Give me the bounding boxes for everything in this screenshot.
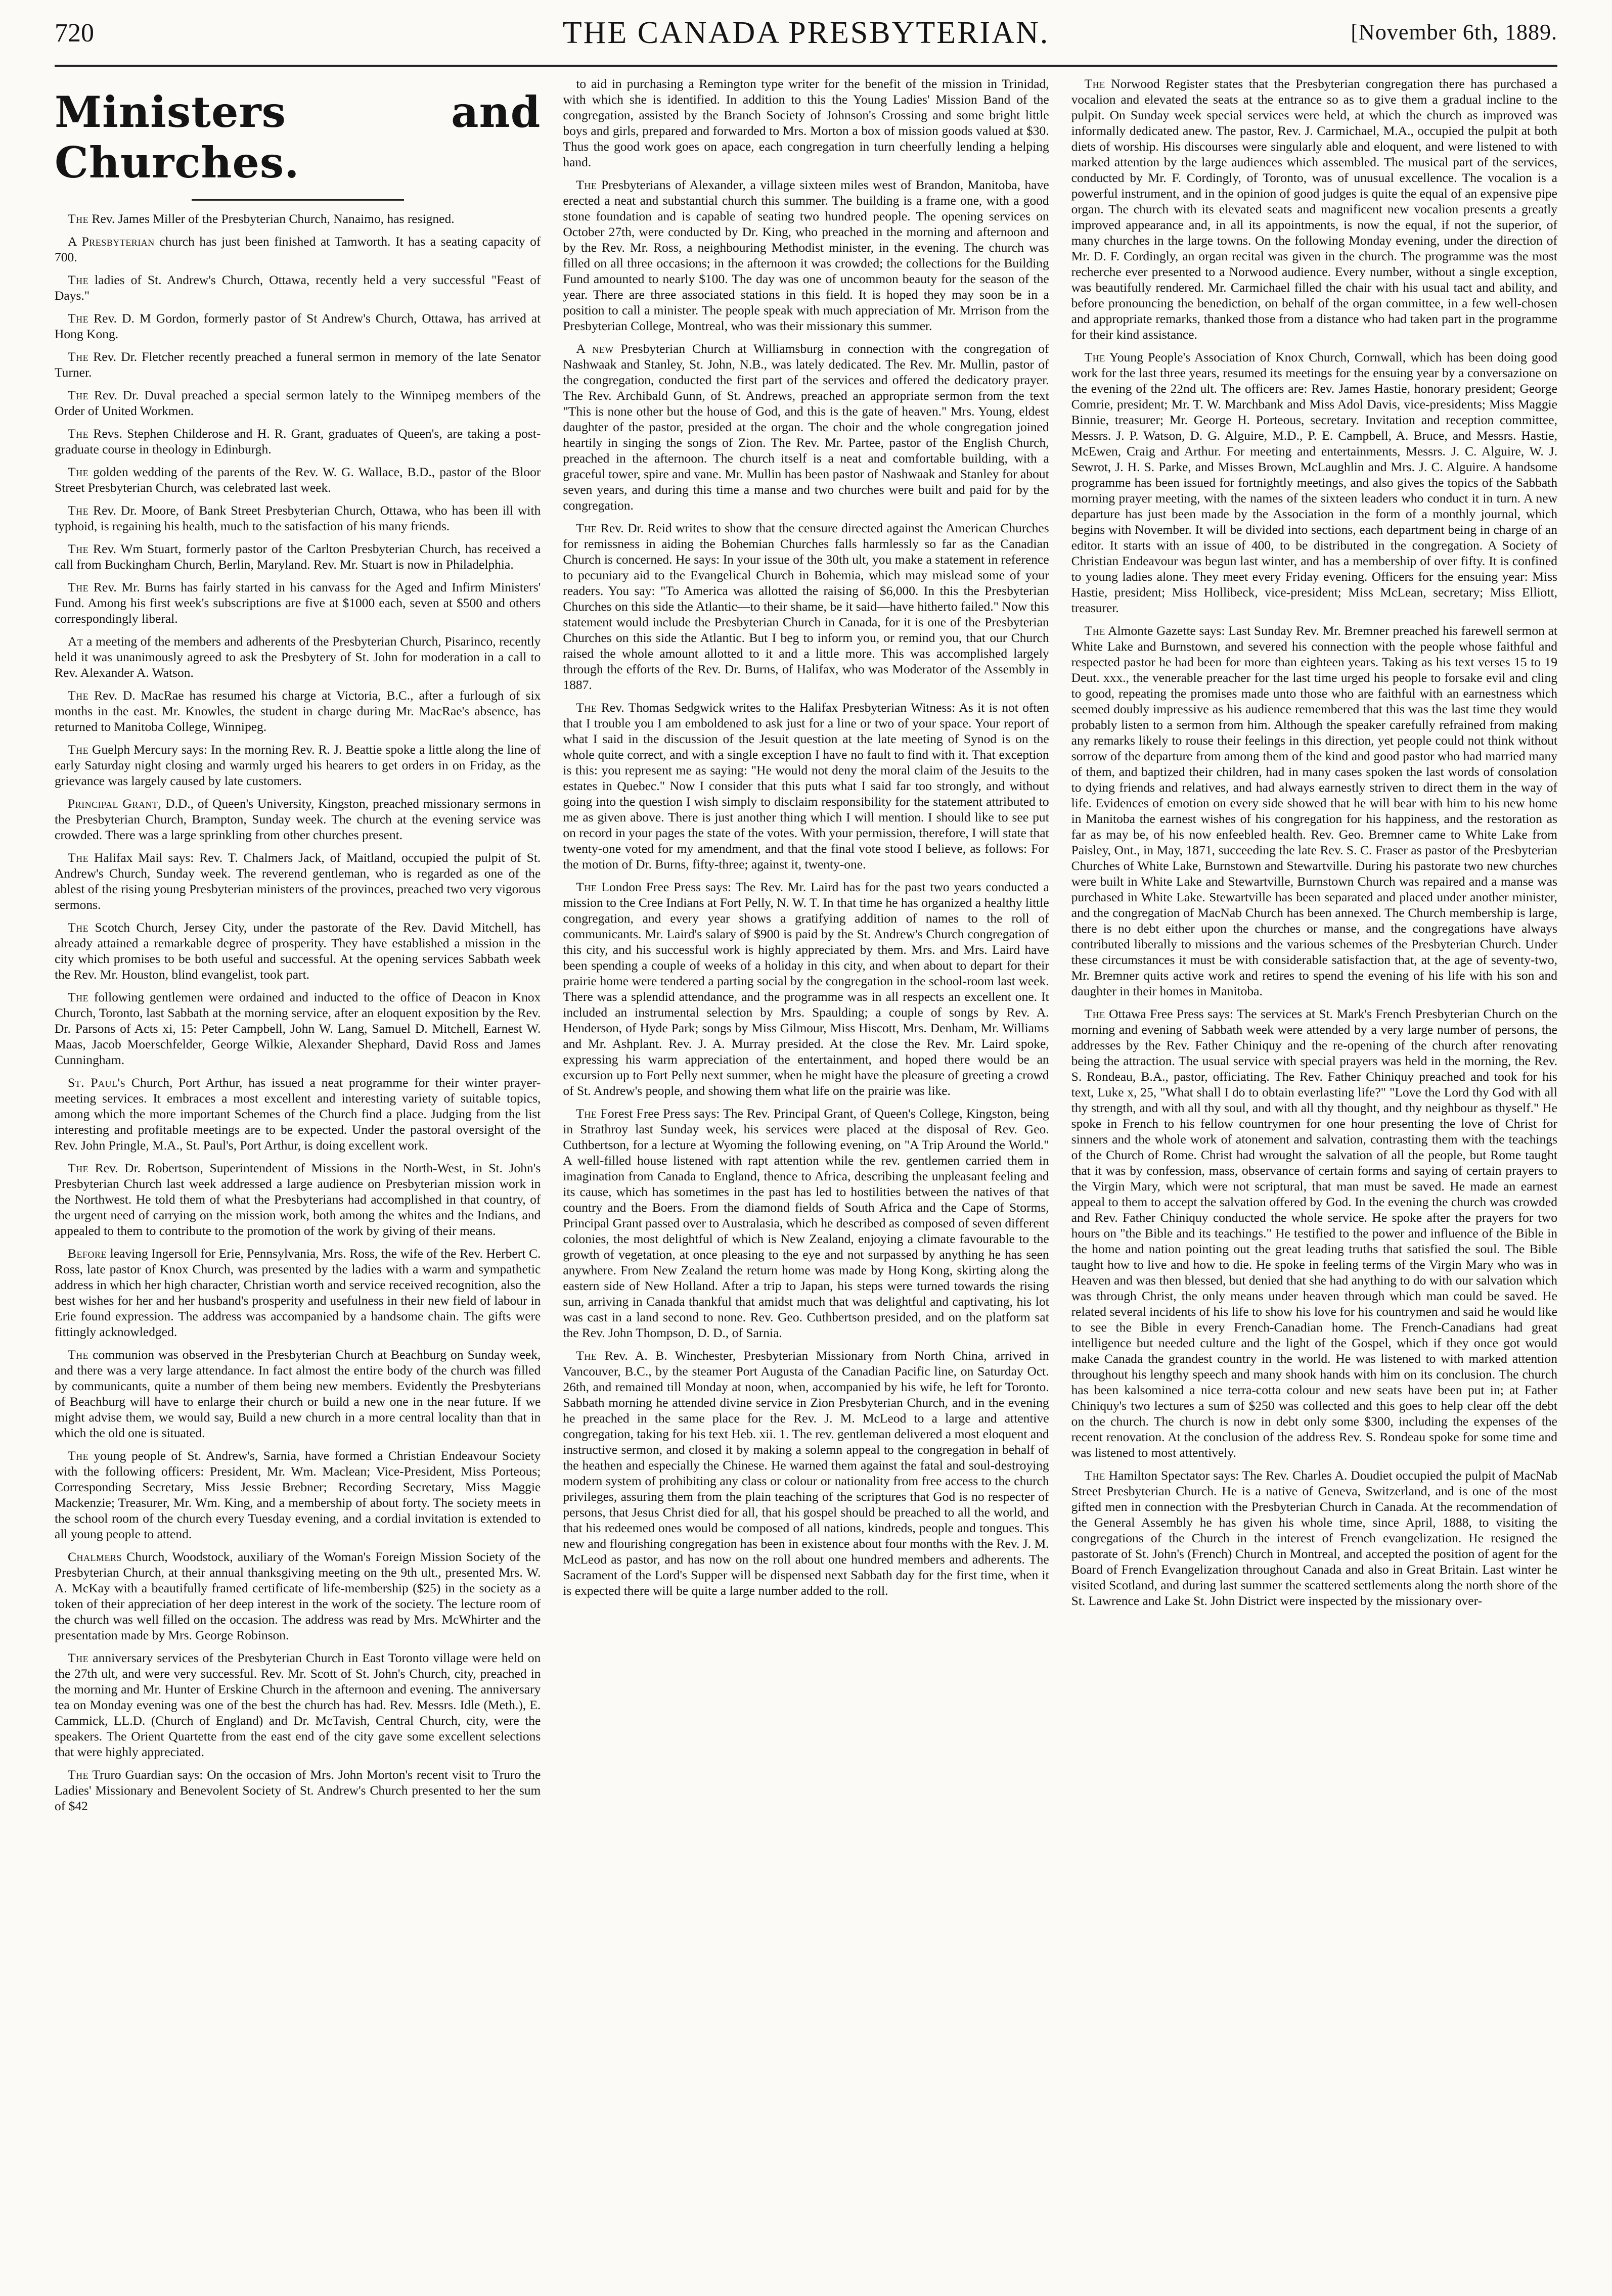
news-item-lead: The (1084, 1006, 1105, 1021)
news-item (55, 272, 541, 303)
news-item-text: D.D., of Queen's University, Kingston, preached missionary sermons in the Presbyterian Church, Brampton, Sunday week. The church at the evening service was crowded. There was a large sprinkling from other churches present. (55, 796, 541, 842)
news-item-lead: The (68, 211, 89, 226)
news-item-text: Rev. Dr. Fletcher recently preached a funeral sermon in memory of the late Senator Turner. (55, 349, 541, 380)
news-item-text: leaving Ingersoll for Erie, Pennsylvania, Mrs. Ross, the wife of the Rev. Herbert C. Ross, late pastor of Knox Church, was presented by the ladies with a warm and sympathetic address in which her high character, Christian worth and service received recognition, also the best wishes for her and her husband's prosperity and usefulness in their new field of labour in Erie found expression. The address was accompanied by a handsome chain. The gifts were fittingly acknowledged. (55, 1246, 541, 1339)
news-item (1071, 1006, 1557, 1460)
news-item-text: Rev. Dr. Duval preached a special sermon lately to the Winnipeg members of the Order of United Workmen. (55, 388, 541, 418)
news-item (55, 1075, 541, 1153)
news-item-text: Truro Guardian says: On the occasion of Mrs. John Morton's recent visit to Truro the Ladies' Missionary and Benevolent Society of St. Andrew's Church presented to her the sum of $42 (55, 1767, 541, 1813)
news-item-text: Rev. Dr. Reid writes to show that the censure directed against the American Churches for remissness in aiding the Bohemian Churches falls harmlessly so far as the Canadian Church is concerned. He says: In your issue of the 30th ult, you make a statement in reference to pecuniary aid to the Evangelical Church in Bohemia, which may mislead some of your readers. You say: "To America was allotted the raising of $6,000. In this the Presbyterian Churches on this side the Atlantic—to their shame, be it said—have hitherto failed." Now this statement would include the Presbyterian Church in Canada, for it is one of the Presbyterian Churches on this side the Atlantic. But I beg to inform you, or remind you, that our Church raised the whole amount allotted to it and a little more. This was accomplished largely through the efforts of the Rev. Dr. Burns, of Halifax, who was Moderator of the Assembly in 1887. (563, 521, 1049, 692)
news-item-text: Church, Port Arthur, has issued a neat programme for their winter prayer-meeting services. It embraces a most excellent and interesting variety of suitable topics, among which the more important Schemes of the Church find a place. Judging from the list interesting and profitable meetings are to be expected. Under the pastoral oversight of the Rev. John Pringle, M.A., St. Paul's, Port Arthur, is doing excellent work. (55, 1075, 541, 1153)
news-item (55, 349, 541, 380)
newspaper-title: THE CANADA PRESBYTERIAN. (562, 16, 1050, 50)
news-item-text: Rev. D. MacRae has resumed his charge at Victoria, B.C., after a furlough of six months in the east. Mr. Knowles, the student in charge during Mr. MacRae's absence, has returned to Manitoba College, Winnipeg. (55, 688, 541, 734)
column-1-content (55, 211, 541, 1814)
news-item-lead: The (68, 541, 89, 556)
news-item (1071, 1467, 1557, 1609)
news-item (563, 76, 1049, 170)
news-item-lead: The (1084, 623, 1105, 638)
news-item-text: Rev. Mr. Burns has fairly started in his canvass for the Aged and Infirm Ministers' Fund. Among his first week's subscriptions are five at $1000 each, seven at $500 and others correspondingly liberal. (55, 580, 541, 626)
article-columns (55, 76, 1557, 2276)
news-item (55, 387, 541, 419)
news-item-lead: The (68, 688, 89, 703)
news-item (55, 234, 541, 265)
column-2 (563, 76, 1049, 2276)
news-item-lead: The (68, 580, 89, 594)
news-item-text: Young People's Association of Knox Church, Cornwall, which has been doing good work for the last three years, resumed its meetings for the ensuing year by a conversazione on the evening of the 22nd ult. The officers are: Rev. James Hastie, honorary president; George Comrie, president; Mr. T. W. Marchbank and Miss Adol Davis, vice-presidents; Miss Maggie Binnie, treasurer; Mr. George H. Porteous, secretary. Invitation and reception committee, Messrs. J. P. Watson, D. G. Alguire, M.D., P. E. Campbell, A. Bruce, and Messrs. Hastie, McEwen, Craig and Arthur. For meeting and entertainments, Messrs. J. C. Alguire, W. J. Sewrot, J. H. S. Parke, and Misses Brown, McLaughlin and Mrs. J. C. Alguire. A handsome programme has been issued for fortnightly meetings, and also gives the topics of the Sabbath morning prayer meeting, with the names of the sixteen leaders who conduct it in turn. A new departure has just been made by the Association in the form of a monthly journal, which begins with November. It will be divided into sections, each department being in charge of an editor. It starts with an issue of 400, to be distributed in the congregation. A Society of Christian Endeavour was begun last winter, and has a membership of over fifty. It is confined to young ladies alone. They meet every Friday evening. Officers for the ensuing year: Miss Hastie, president; Miss Hollibeck, vice-president; Miss McLean, secretary; Miss Elliott, treasurer. (1071, 350, 1557, 615)
news-item-lead: The (68, 1161, 89, 1175)
news-item-lead: The (576, 177, 597, 192)
issue-date: [November 6th, 1889. (1351, 20, 1557, 44)
news-item-lead: The (1084, 350, 1105, 364)
news-item-text: Rev. D. M Gordon, formerly pastor of St Andrew's Church, Ottawa, has arrived at Hong Kong. (55, 311, 541, 341)
news-item-text: Halifax Mail says: Rev. T. Chalmers Jack, of Maitland, occupied the pulpit of St. Andrew's Church, Sunday week. The reverend gentleman, who is regarded as one of the ablest of the rising young Presbyterian ministers of the provinces, preached two very vigorous sermons. (55, 850, 541, 912)
news-item-lead: The (68, 1650, 89, 1665)
news-item-lead: Chalmers (68, 1549, 122, 1564)
news-item-lead: At (68, 634, 83, 649)
news-item (563, 177, 1049, 334)
news-item (55, 310, 541, 342)
news-item-text: Rev. Dr. Robertson, Superintendent of Missions in the North-West, in St. John's Presbyterian Church last week addressed a large audience on Presbyterian mission work in the Northwest. He told them of what the Presbyterians had accomplished in that country, of the urgent need of carrying on the mission work, both among the whites and the Indians, and appealed to them to contribute to the promotion of the work by giving of their means. (55, 1161, 541, 1238)
section-title: Ministers and Churches. (55, 87, 541, 188)
news-item-text: Scotch Church, Jersey City, under the pastorate of the Rev. David Mitchell, has already attained a remarkable degree of prosperity. They have established a mission in the city which promises to be both useful and successful. At the opening services Sabbath week the Rev. Mr. Houston, blind evangelist, took part. (55, 920, 541, 982)
news-item (563, 879, 1049, 1098)
news-item-lead: The (576, 700, 597, 715)
news-item (55, 1448, 541, 1542)
news-item (55, 1549, 541, 1643)
news-item-lead: The (68, 465, 89, 479)
news-item (563, 1348, 1049, 1598)
news-item-lead: Before (68, 1246, 107, 1261)
news-item-lead: The (68, 311, 89, 326)
news-item (55, 920, 541, 982)
news-item (563, 520, 1049, 693)
news-item-lead: The (68, 272, 89, 287)
news-item-text: Rev. Wm Stuart, formerly pastor of the Carlton Presbyterian Church, has received a call from Buckingham Church, Berlin, Maryland. Rev. Mr. Stuart is now in Philadelphia. (55, 541, 541, 572)
news-item-lead: St. Paul's (68, 1075, 126, 1090)
news-item-text: Almonte Gazette says: Last Sunday Rev. Mr. Bremner preached his farewell sermon at White Lake and Burnstown, and severed his connection with the people whose faithful and respected pastor he had been for more than eighteen years. Taking as his text verses 15 to 19 Deut. xxx., the venerable preacher for the last time urged his people to forsake evil and cling to good, repeating the promises made unto those who are faithful with an earnestness which seemed doubly impressive as his audience remembered that this was the last time they would probably listen to a sermon from him. Although the speaker carefully refrained from making any remarks likely to rouse their feelings in this direction, yet people could not think without sorrow of the departure from among them of the kind and good pastor who had married many of them, and baptized their children, had in many cases spoken the last words of consolation to dying friends and relatives, and had always earnestly striven to direct them in the way of life. Evidences of emotion on every side showed that he will bear with him to his new home in Manitoba the earnest wishes of his congregation for his happiness, and the restoration as far as may be, of his now enfeebled health. Rev. Geo. Bremner came to White Lake from Paisley, Ont., in May, 1871, succeeding the late Rev. S. C. Fraser as pastor of the Presbyterian Churches of White Lake, Burnstown and Stewartville. During his pastorate two new churches were built in White Lake and Stewartville, Burnstown Church was repaired and a manse was purchased in White Lake. Stewartville has been separated and placed under another minister, and the congregation of MacNab Church has been annexed. The Church membership is large, there is no debt either upon the churches or manse, and the congregations have always contributed liberally to missions and the various schemes of the Presbyterian Church. Under these circumstances it must be with considerable satisfaction that, at the age of seventy-two, Mr. Bremner quits active work and retires to spend the evening of his life with his son and daughter in their homes in Manitoba. (1071, 623, 1557, 998)
news-item-lead: The (68, 426, 89, 441)
news-item-text: Forest Free Press says: The Rev. Principal Grant, of Queen's College, Kingston, being in Strathroy last Sunday week, his services were placed at the disposal of Rev. Geo. Cuthbertson, for a lecture at Wyoming the following evening, on "A Trip Around the World." A well-filled house listened with rapt attention while the rev. gentlemen carried them in imagination from Canada to England, thence to Africa, describing the unpleasant feeling and its cause, which has sometimes in the past has led to hostilities between the natives of that country and the Boers. From the diamond fields of South Africa and the Cape of Storms, Principal Grant passed over to Australasia, which he described as composed of seven different colonies, the most delightful of which is New Zealand, enjoying a climate favourable to the growth of vegetation, at once pleasing to the eye and not surpassed by anything he has seen anywhere. From New Zealand the return home was made by Hong Kong, skirting along the eastern side of New Holland. After a trip to Japan, his steps were turned towards the rising sun, arriving in Canada thankful that amidst much that was delightful and captivating, his lot was cast in a land second to none. Rev. Geo. Cuthbertson presided, and on the platform sat the Rev. John Thompson, D. D., of Sarnia. (563, 1106, 1049, 1340)
news-item (55, 1160, 541, 1238)
news-item-text: London Free Press says: The Rev. Mr. Laird has for the past two years conducted a mission to the Cree Indians at Fort Pelly, N. W. T. In that time he has organized a healthy little congregation, and every year shows a gratifying addition of names to the roll of communicants. Mr. Laird's salary of $900 is paid by the St. Andrew's Church congregation of this city, and his successful work is highly appreciated by them. Mrs. and Mrs. Laird have been spending a couple of weeks of a holiday in this city, and when about to depart for their prairie home were tendered a parting social by the congregation in the school-room last week. There was a splendid attendance, and the programme was in all respects an excellent one. It included an instrumental selection by Mrs. Spaulding; a couple of songs by Rev. A. Henderson, of Hyde Park; songs by Miss Gilmour, Miss Hiscott, Mrs. Denham, Mr. Williams and Mr. Ashplant. Rev. J. A. Murray presided. At the close the Rev. Mr. Laird spoke, expressing his warm appreciation of the entertainment, and hoped there would be an excursion up to Fort Pelly next summer, when he might have the pleasure of greeting a crowd of St. Andrew's people, and showing them what life on the prairie was like. (563, 880, 1049, 1098)
page-header (55, 10, 1557, 67)
news-item-text: Presbyterians of Alexander, a village sixteen miles west of Brandon, Manitoba, have erected a neat and substantial church this summer. The building is a frame one, with a good stone foundation and is capable of seating two hundred people. The opening services on October 27th, were conducted by Dr. King, who preached in the morning and afternoon and by the Rev. Mr. Ross, a neighbouring Methodist minister, in the evening. The church was filled on all three occasions; in the afternoon it was crowded; the collections for the Building Fund amounted to nearly $100. The day was one of uncommon beauty for the season of the year. There are three associated stations in this field. It is hoped they may soon be in a position to call a minister. The people speak with much appreciation of Mr. Mrrison from the Presbyterian College, Montreal, who was their missionary this summer. (563, 177, 1049, 333)
news-item (55, 989, 541, 1068)
news-item (55, 850, 541, 912)
page-number: 720 (55, 19, 94, 48)
news-item-text: ladies of St. Andrew's Church, Ottawa, recently held a very successful "Feast of Days." (55, 272, 541, 303)
news-item (563, 700, 1049, 872)
news-item-text: Revs. Stephen Childerose and H. R. Grant, graduates of Queen's, are taking a post-graduate course in theology in Edinburgh. (55, 426, 541, 456)
news-item (55, 1347, 541, 1441)
news-item-text: communion was observed in the Presbyterian Church at Beachburg on Sunday week, and there was a very large attendance. In fact almost the entire body of the church was filled by communicants, quite a number of them being new members. Evidently the Presbyterians of Beachburg will have to enlarge their church or build a new one in the near future. If we might advise them, we would say, Build a new church in a more central locality than that in which the old one is situated. (55, 1347, 541, 1440)
column-3-content (1071, 76, 1557, 1609)
news-item-text: following gentlemen were ordained and inducted to the office of Deacon in Knox Church, Toronto, last Sabbath at the morning service, after an eloquent exposition by the Rev. Dr. Parsons of Acts xi, 15: Peter Campbell, John W. Lang, Samuel D. Mitchell, Earnest W. Maas, Jacob Moerschfelder, George Wilkie, Alexander Shephard, David Ross and James Cunningham. (55, 990, 541, 1067)
news-item-text: Rev. Thomas Sedgwick writes to the Halifax Presbyterian Witness: As it is not often that I trouble you I am emboldened to ask just for a line or two of your space. Your report of what I said in the discussion of the Jesuit question at the late meeting of Synod is on the whole quite correct, and with a single exception I have no fault to find with it. That exception is this: you represent me as saying: "He would not deny the moral claim of the Jesuits to the estates in Quebec." Now I consider that this puts what I said far too strongly, and without going into the question I wish simply to disclaim responsibility for the statement attributed to me as given above. There is just another thing which I will mention. I should like to see put on record in your pages the state of the votes. With your permission, therefore, I will state that twenty-one voted for my amendment, and that the final vote stood I believe, as follows: For the motion of Dr. Burns, fifty-three; against it, twenty-one. (563, 700, 1049, 871)
news-item-text: Norwood Register states that the Presbyterian congregation there has purchased a vocalion and elevated the seats at the entrance so as to give them a gradual incline to the pulpit. On Sunday week special services were held, at which the church as improved was informally dedicated anew. The pastor, Rev. J. Carmichael, M.A., occupied the pulpit at both diets of worship. His discourses were singularly able and eloquent, and were listened to with marked attention by the large audiences which assembled. The musical part of the services, conducted by Mr. F. Cordingly, of Toronto, was of unusual excellence. The vocalion is a powerful instrument, and in the opinion of good judges is quite the equal of an expensive pipe organ. The church with its elevated seats and magnificent new vocalion presents a greatly improved appearance and, in all its appointments, is now the equal, if not the superior, of many churches in the large towns. On the following Monday evening, under the direction of Mr. D. F. Cordingly, an organ recital was given in the church. The programme was the most recherche ever presented to a Norwood audience. Every number, without a single exception, was beautifully rendered. Mr. Carmichael filled the chair with his usual tact and ability, and before pronouncing the benediction, on behalf of the organ committee, in a few well-chosen and appropriate remarks, thanked those from a distance who had taken part in the programme for their kind assistance. (1071, 76, 1557, 342)
news-item-lead: The (68, 388, 89, 402)
news-item-lead: The (68, 503, 89, 518)
news-item (55, 633, 541, 680)
news-item-text: Rev. James Miller of the Presbyterian Church, Nanaimo, has resigned. (88, 211, 455, 226)
column-3 (1071, 76, 1557, 2276)
news-item (55, 687, 541, 734)
news-item-text: a meeting of the members and adherents of the Presbyterian Church, Pisarinco, recently held it was unanimously agreed to ask the Presbytery of St. John for moderation in a call to Rev. Alexander A. Watson. (55, 634, 541, 680)
news-item-text: church has just been finished at Tamworth. It has a seating capacity of 700. (55, 234, 541, 264)
news-item-text: Guelph Mercury says: In the morning Rev. R. J. Beattie spoke a little along the line of early Saturday night closing and warmly urged his hearers to get orders in on Friday, as the grievance was largely caused by late customers. (55, 742, 541, 788)
news-item-lead: The (68, 1448, 89, 1463)
news-item-text: Rev. Dr. Moore, of Bank Street Presbyterian Church, Ottawa, who has been ill with typhoid, is regaining his health, much to the satisfaction of his many friends. (55, 503, 541, 533)
news-item (55, 1767, 541, 1814)
news-item-text: Rev. A. B. Winchester, Presbyterian Missionary from North China, arrived in Vancouver, B.C., by the steamer Port Augusta of the Canadian Pacific line, on Saturday Oct. 26th, and remained till Monday at noon, when, accompanied by his wife, he left for Toronto. Sabbath morning he attended divine service in Zion Presbyterian Church, and in the evening he preached in the same place for the Rev. J. M. McLeod to a large and attentive congregation, taking for his text Heb. xii. 1. The rev. gentleman delivered a most eloquent and instructive sermon, and closed it by making a solemn appeal to the congregation in behalf of the heathen and especially the Chinese. He warned them against the fatal and soul-destroying modern system of prohibiting any class or colour or nationality from free access to the church privileges, assuring them from the plain teaching of the scriptures that God is no respecter of persons, that Jesus Christ died for all, that his gospel should be preached to all the world, and that his redeemed ones would be composed of all nations, kindreds, people and tongues. This new and flourishing congregation has been in existence about four months with the Rev. J. M. McLeod as pastor, and has now on the roll about one hundred members and adherents. The Sacrament of the Lord's Supper will be dispensed next Sabbath day for the first time, when it is expected there will be quite a large number added to the roll. (563, 1348, 1049, 1598)
section-divider (192, 199, 404, 201)
news-item-lead: The (68, 1347, 89, 1362)
news-item (55, 1650, 541, 1760)
news-item-lead: The (68, 742, 89, 757)
column-1 (55, 76, 541, 2276)
news-item-text: Hamilton Spectator says: The Rev. Charles A. Doudiet occupied the pulpit of MacNab Street Presbyterian Church. He is a native of Geneva, Switzerland, and is one of the most gifted men in connection with the Presbyterian Church in Canada. At the recommendation of the General Assembly he has given his whole time, since April, 1888, to visiting the congregations of the Church in the interest of French evangelization. He resigned the pastorate of St. John's (French) Church in Montreal, and accepted the position of agent for the Board of French Evangelization throughout Canada and also in Great Britain. Last winter he visited Scotland, and during last summer the scattered settlements along the north shore of the St. Lawrence and Lake St. John District were inspected by the missionary over- (1071, 1468, 1557, 1608)
news-item-text: to aid in purchasing a Remington type writer for the benefit of the mission in Trinidad, with which she is identified. In addition to this the Young Ladies' Mission Band of the congregation, assisted by the Branch Society of Johnson's Crossing and some bright little boys and girls, prepared and forwarded to Mrs. Morton a box of mission goods valued at $30. Thus the good work goes on apace, each congregation in turn cheerfully lending a helping hand. (563, 76, 1049, 169)
news-item (55, 579, 541, 626)
news-item-lead: A new (576, 341, 614, 356)
news-item (55, 211, 541, 226)
news-item (55, 541, 541, 572)
news-item (1071, 76, 1557, 342)
news-item-lead: The (1084, 76, 1105, 91)
news-item (1071, 349, 1557, 616)
news-item-lead: The (576, 880, 597, 894)
news-item (55, 796, 541, 843)
news-item-lead: The (576, 521, 597, 535)
news-item (55, 502, 541, 534)
news-item-lead: Principal Grant, (68, 796, 162, 811)
news-item-lead: The (68, 990, 89, 1004)
news-item-lead: The (68, 920, 89, 935)
news-item-text: young people of St. Andrew's, Sarnia, have formed a Christian Endeavour Society with the following officers: President, Mr. Wm. Maclean; Vice-President, Miss Porteous; Corresponding Secretary, Miss Jessie Brebner; Recording Secretary, Miss Maggie Mackenzie; Treasurer, Mr. Wm. King, and a membership of about forty. The society meets in the school room of the church every Tuesday evening, and a cordial invitation is extended to all young people to attend. (55, 1448, 541, 1541)
news-item-lead: The (1084, 1468, 1105, 1483)
news-item-text: Presbyterian Church at Williamsburg in connection with the congregation of Nashwaak and Stanley, St. John, N.B., was lately dedicated. The Rev. Mr. Mullin, pastor of the congregation, conducted the first part of the services and offered the dedicatory prayer. The Rev. Archibald Gunn, of St. Andrews, preached an appropriate sermon from the text "This is none other but the house of God, and this is the gate of heaven." Mrs. Young, eldest daughter of the pastor, presided at the organ. The choir and the whole congregation joined heartily in singing the songs of Zion. The Rev. Mr. Partee, pastor of the English Church, preached in the afternoon. The church itself is a neat and comfortable building, with a graceful tower, spire and vane. Mr. Mullin has been pastor of Nashwaak and Stanley for about seven years, and during this time a manse and two churches were built and paid for by the congregation. (563, 341, 1049, 513)
news-item-text: golden wedding of the parents of the Rev. W. G. Wallace, B.D., pastor of the Bloor Street Presbyterian Church, was celebrated last week. (55, 465, 541, 495)
news-item-lead: A Presbyterian (68, 234, 155, 249)
column-2-content (563, 76, 1049, 1598)
news-item-lead: The (576, 1348, 597, 1363)
news-item (563, 341, 1049, 513)
news-item-text: Church, Woodstock, auxiliary of the Woman's Foreign Mission Society of the Presbyterian Church, at their annual thanksgiving meeting on the 9th ult., presented Mrs. W. A. McKay with a beautifully framed certificate of life-membership ($25) in the society as a token of their appreciation of her deep interest in the work of the society. The lecture room of the church was well filled on the occasion. The address was read by Mrs. McWhirter and the presentation made by Mrs. George Robinson. (55, 1549, 541, 1642)
news-item-lead: The (576, 1106, 597, 1121)
news-item (1071, 623, 1557, 999)
news-item (55, 742, 541, 789)
news-item-text: anniversary services of the Presbyterian Church in East Toronto village were held on the 27th ult, and were very successful. Rev. Mr. Scott of St. John's Church, city, preached in the morning and Mr. Hunter of Erskine Church in the afternoon and evening. The anniversary tea on Monday evening was one of the best the church has had. Rev. Messrs. Idle (Meth.), E. Cammick, LL.D. (Church of England) and Dr. McTavish, Central Church, city, were the speakers. The Orient Quartette from the east end of the city gave some excellent selections that were highly appreciated. (55, 1650, 541, 1759)
news-item-lead: The (68, 349, 89, 364)
news-item-text: Ottawa Free Press says: The services at St. Mark's French Presbyterian Church on the morning and evening of Sabbath week were attended by a very large number of persons, the addresses by the Rev. Father Chiniquy and the re-opening of the church after renovating being the attraction. The usual service with special prayers was held in the morning, the Rev. S. Rondeau, B.A., pastor, officiating. The Rev. Father Chiniquy preached and took for his text, Luke x, 25, "What shall I do to obtain everlasting life?" "Love the Lord thy God with all thy strength, and with all thy soul, and with all thy thought, and thy neighbour as thyself." He spoke in French to his fellow countrymen for one hour presenting the love of Christ for sinners and the whole work of atonement and salvation, contrasting them with the teachings of the Church of Rome. Christ had wrought the salvation of all the people, but Rome taught that it was by confession, mass, observance of certain forms and saying of certain prayers to the Virgin Mary, which were not scriptural, that man must be saved. He made an earnest appeal to them to accept the salvation offered by God. In the evening the church was crowded and Rev. Father Chiniquy conducted the whole service. He spoke after the prayers for two hours on "the Bible and its teachings." He testified to the power and influence of the Bible in the home and nation pointing out the great leading truths that satisfied the soul. The Bible taught how to live and how to die. He spoke in feeling terms of the Virgin Mary who was in Heaven and was then blessed, but denied that she had anything to do with our salvation which was through Christ, the only means under heaven through which man could be saved. He related several incidents of his life to show his love for his countrymen and said he would like to see the Bible in every French-Canadian home. The French-Canadians had great intelligence but needed culture and the light of the Gospel, which if they once got would make Canada the grandest country in the world. He was listened to with marked attention throughout his lengthy speech and many shook hands with him on its conclusion. The church has been kalsomined a nice terra-cotta colour and new seats have been put in; at Father Chiniquy's two lectures a sum of $250 was collected and this goes to help clear off the debt on the church. The church is now in debt only some $300, including the expenses of the recent renovation. At the conclusion of the address Rev. S. Rondeau spoke for some time and was listened to most attentively. (1071, 1006, 1557, 1460)
news-item (55, 464, 541, 495)
news-item (55, 426, 541, 457)
news-item-lead: The (68, 1767, 89, 1782)
news-item-lead: The (68, 850, 89, 865)
news-item (55, 1246, 541, 1340)
news-item (563, 1106, 1049, 1341)
